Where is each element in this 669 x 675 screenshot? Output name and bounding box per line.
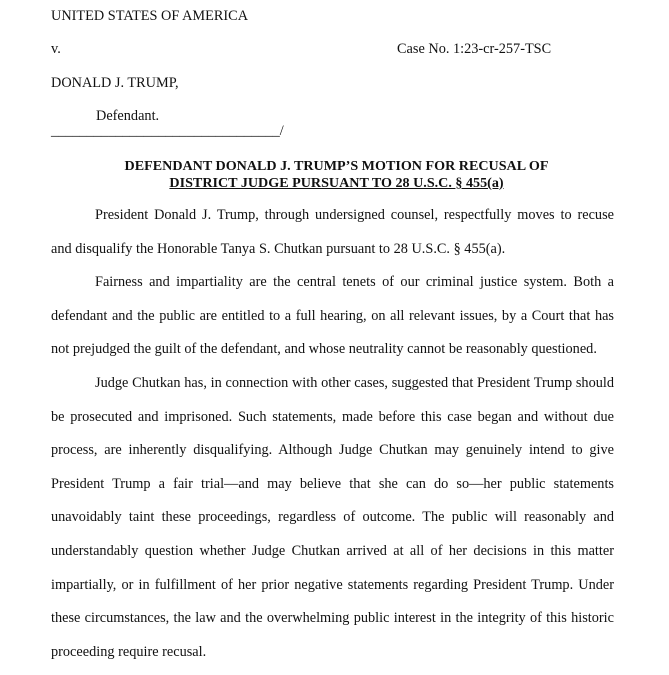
caption-defendant-name: DONALD J. TRUMP, bbox=[51, 75, 179, 91]
case-number: Case No. 1:23-cr-257-TSC bbox=[397, 41, 552, 57]
caption-rule: ________________________________/ bbox=[51, 123, 284, 139]
body-paragraph bbox=[51, 199, 614, 266]
motion-title-line-1: DEFENDANT DONALD J. TRUMP’S MOTION FOR RECUSAL OF bbox=[124, 158, 549, 174]
caption-plaintiff: UNITED STATES OF AMERICA bbox=[51, 8, 249, 24]
caption-defendant-role: Defendant. bbox=[96, 108, 160, 124]
paragraph-text: President Donald J. Trump, through undersigned counsel, respectfully moves to recuse and disqualify the Honorable Tanya S. Chutkan pursuant to 28 U.S.C. § 455(a). bbox=[51, 207, 614, 257]
body-paragraph bbox=[51, 367, 614, 669]
caption-versus: v. bbox=[51, 41, 61, 57]
motion-title-line-2: DISTRICT JUDGE PURSUANT TO 28 U.S.C. § 455(a) bbox=[169, 175, 504, 191]
body-paragraph bbox=[51, 266, 614, 367]
paragraph-text: Fairness and impartiality are the central tenets of our criminal justice system. Both a defendant and the public are entitled to a full hearing, on all relevant issues, by a Court that has not prejudged the guilt of the defendant, and whose neutrality cannot be reasonably questioned. bbox=[51, 274, 614, 358]
paragraph-text: Judge Chutkan has, in connection with other cases, suggested that President Trump should be prosecuted and imprisoned. Such statements, made before this case began and without due process, are inherently disqualifying. Although Judge Chutkan may genuinely intend to give President Trump a fair trial—and may believe that she can do so—her public statements unavoidably taint these proceedings, regardless of outcome. The public will reasonably and understandably question whether Judge Chutkan arrived at all of her decisions in this matter impartially, or in fulfillment of her prior negative statements regarding President Trump. Under these circumstances, the law and the overwhelming public interest in the integrity of this historic proceeding require recusal. bbox=[51, 375, 614, 660]
